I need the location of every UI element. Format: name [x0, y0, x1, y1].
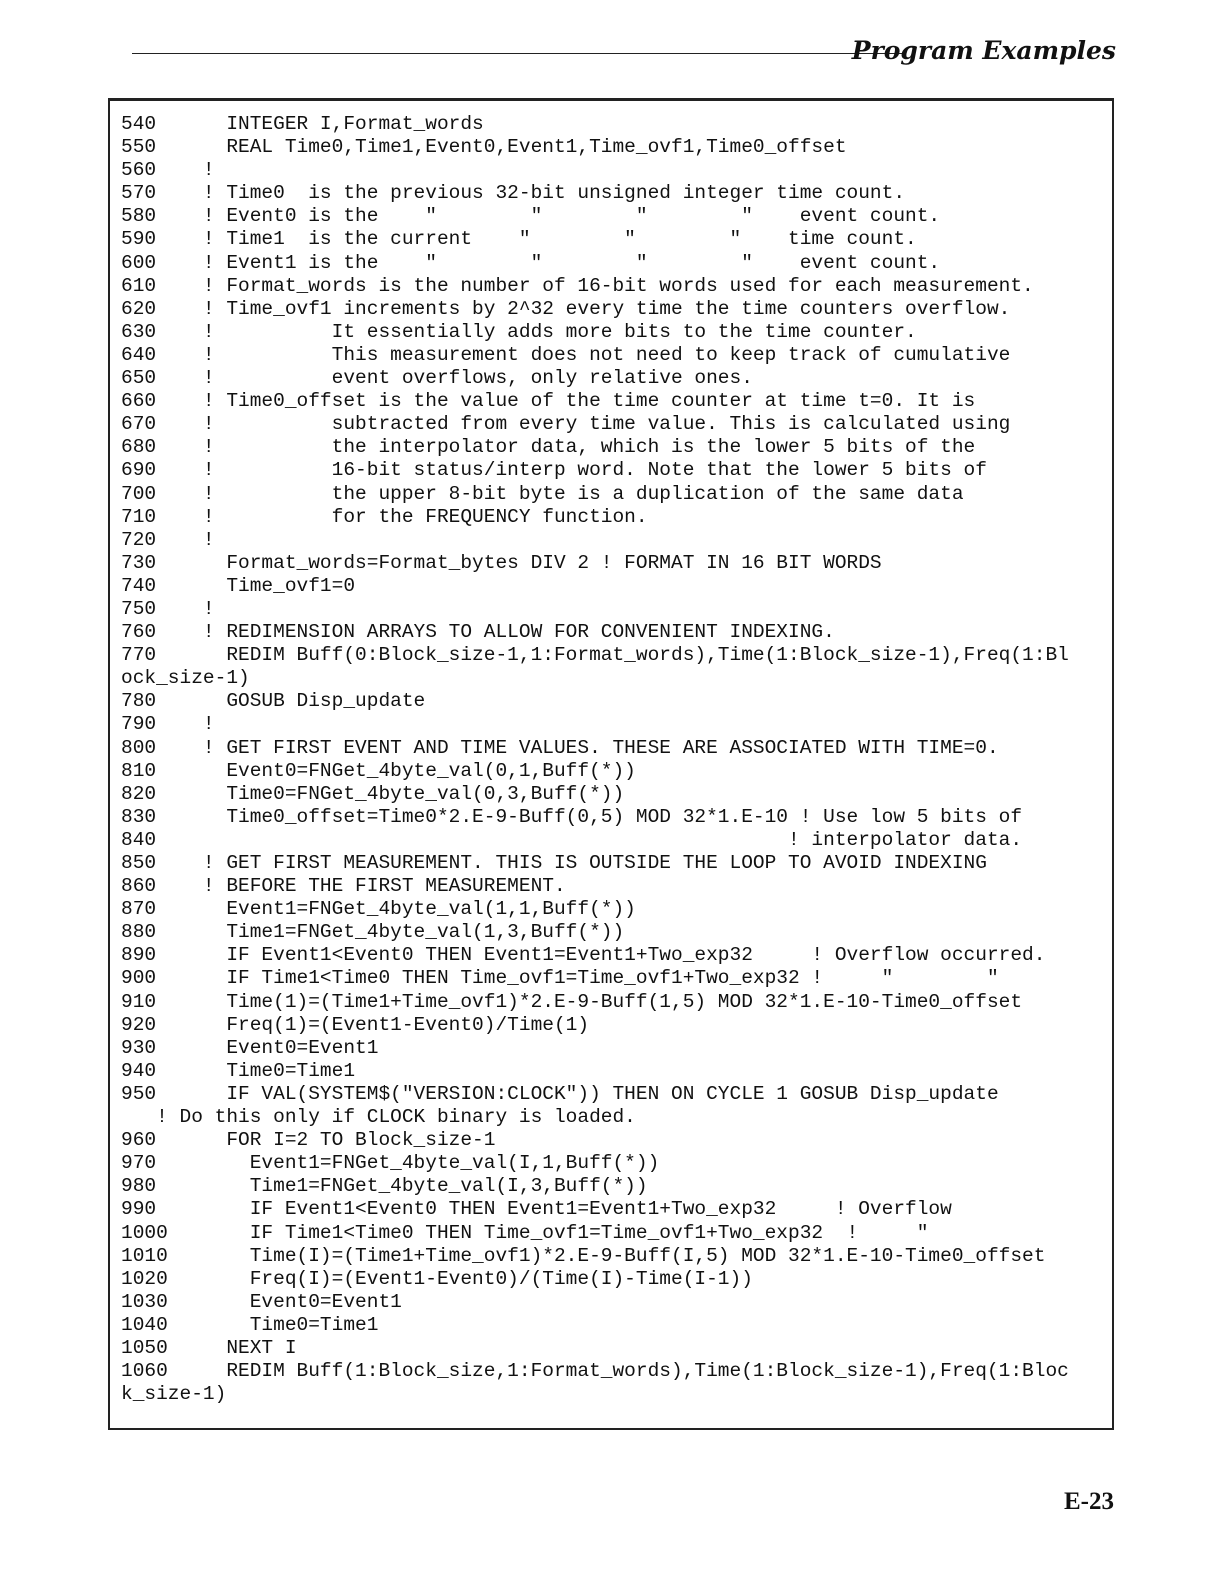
code-line-text: 990 IF Event1<Event0 THEN Event1=Event1+Two_exp32 ! Overflow [121, 1198, 952, 1221]
code-line [121, 344, 1112, 367]
code-line [121, 1129, 1112, 1152]
code-line-text: 930 Event0=Event1 [121, 1036, 379, 1059]
code-line-text: 890 IF Event1<Event0 THEN Event1=Event1+Two_exp32 ! Overflow occurred. [121, 944, 1046, 967]
code-line-text: 620 ! Time_ovf1 increments by 2^32 every time the time counters overflow. [121, 297, 1011, 320]
code-line [121, 1314, 1112, 1337]
code-line [121, 621, 1112, 644]
code-line-text: 980 Time1=FNGet_4byte_val(I,3,Buff(*)) [121, 1175, 648, 1198]
code-line-text: 1020 Freq(I)=(Event1-Event0)/(Time(I)-Time(I-1)) [121, 1267, 753, 1290]
code-line [121, 367, 1112, 390]
code-line-text: 1040 Time0=Time1 [121, 1313, 379, 1336]
code-line-text: 810 Event0=FNGet_4byte_val(0,1,Buff(*)) [121, 759, 636, 782]
code-line [121, 529, 1112, 552]
code-line-text: ! Do this only if CLOCK binary is loaded. [121, 1106, 636, 1129]
code-line [121, 1060, 1112, 1083]
code-line [121, 321, 1112, 344]
code-line [121, 829, 1112, 852]
code-listing [121, 113, 1112, 1406]
code-line [121, 875, 1112, 898]
code-line [121, 182, 1112, 205]
code-line-text: 640 ! This measurement does not need to keep track of cumulative [121, 343, 1011, 366]
code-line [121, 205, 1112, 228]
code-line [121, 136, 1112, 159]
running-header-title: Program Examples [851, 36, 1116, 65]
code-line-text: 720 ! [121, 528, 215, 551]
code-line-text: 1050 NEXT I [121, 1336, 297, 1359]
code-line [121, 483, 1112, 506]
code-line [121, 991, 1112, 1014]
code-line-text: 830 Time0_offset=Time0*2.E-9-Buff(0,5) MOD 32*1.E-10 ! Use low 5 bits of [121, 805, 1023, 828]
code-line-text: ock_size-1) [121, 667, 250, 690]
code-line [121, 760, 1112, 783]
code-line [121, 459, 1112, 482]
code-line [121, 783, 1112, 806]
code-line-text: 580 ! Event0 is the " " " " event count. [121, 205, 941, 228]
code-line-text: 540 INTEGER I,Format_words [121, 113, 484, 135]
code-line [121, 413, 1112, 436]
code-line [121, 667, 1112, 690]
code-line-text: 1010 Time(I)=(Time1+Time_ovf1)*2.E-9-Buff(I,5) MOD 32*1.E-10-Time0_offset [121, 1244, 1046, 1267]
code-line [121, 1291, 1112, 1314]
code-line-text: 590 ! Time1 is the current " " " time count. [121, 228, 917, 251]
code-line [121, 390, 1112, 413]
code-line-text: 1000 IF Time1<Time0 THEN Time_ovf1=Time_ovf1+Two_exp32 ! " [121, 1221, 929, 1244]
code-line-text: 610 ! Format_words is the number of 16-bit words used for each measurement. [121, 274, 1034, 297]
code-line [121, 967, 1112, 990]
code-line-text: 860 ! BEFORE THE FIRST MEASUREMENT. [121, 875, 566, 898]
code-line [121, 275, 1112, 298]
code-listing-box [108, 98, 1114, 1430]
code-line [121, 1083, 1112, 1106]
code-line [121, 298, 1112, 321]
code-line-text: 730 Format_words=Format_bytes DIV 2 ! FORMAT IN 16 BIT WORDS [121, 551, 882, 574]
code-line [121, 1222, 1112, 1245]
code-line-text: k_size-1) [121, 1383, 227, 1406]
code-line-text: 880 Time1=FNGet_4byte_val(1,3,Buff(*)) [121, 921, 625, 944]
code-line-text: 840 ! interpolator data. [121, 828, 1023, 851]
code-line [121, 1198, 1112, 1221]
code-line-text: 700 ! the upper 8-bit byte is a duplication of the same data [121, 482, 964, 505]
code-line-text: 570 ! Time0 is the previous 32-bit unsigned integer time count. [121, 182, 906, 205]
code-line-text: 1060 REDIM Buff(1:Block_size,1:Format_words),Time(1:Block_size-1),Freq(1:Bloc [121, 1360, 1069, 1383]
code-line-text: 600 ! Event1 is the " " " " event count. [121, 251, 941, 274]
code-line-text: 910 Time(1)=(Time1+Time_ovf1)*2.E-9-Buff(1,5) MOD 32*1.E-10-Time0_offset [121, 990, 1023, 1013]
page-number: E-23 [1064, 1488, 1114, 1515]
code-line [121, 1245, 1112, 1268]
code-line-text: 780 GOSUB Disp_update [121, 690, 426, 713]
code-line [121, 713, 1112, 736]
code-line [121, 644, 1112, 667]
code-line [121, 921, 1112, 944]
code-line [121, 252, 1112, 275]
code-line [121, 1383, 1112, 1406]
code-line [121, 506, 1112, 529]
code-line [121, 1337, 1112, 1360]
code-line-text: 800 ! GET FIRST EVENT AND TIME VALUES. THESE ARE ASSOCIATED WITH TIME=0. [121, 736, 999, 759]
code-line [121, 436, 1112, 459]
code-line-text: 630 ! It essentially adds more bits to the time counter. [121, 320, 917, 343]
code-line-text: 870 Event1=FNGet_4byte_val(1,1,Buff(*)) [121, 898, 636, 921]
code-line [121, 552, 1112, 575]
code-line-text: 790 ! [121, 713, 215, 736]
code-line [121, 737, 1112, 760]
code-line-text: 960 FOR I=2 TO Block_size-1 [121, 1129, 496, 1152]
code-line [121, 575, 1112, 598]
code-line-text: 850 ! GET FIRST MEASUREMENT. THIS IS OUTSIDE THE LOOP TO AVOID INDEXING [121, 852, 987, 874]
code-line [121, 1106, 1112, 1129]
code-line-text: 820 Time0=FNGet_4byte_val(0,3,Buff(*)) [121, 782, 625, 805]
code-line-text: 740 Time_ovf1=0 [121, 574, 356, 597]
code-line-text: 970 Event1=FNGet_4byte_val(I,1,Buff(*)) [121, 1152, 660, 1175]
code-line-text: 650 ! event overflows, only relative ones. [121, 367, 753, 390]
code-line-text: 750 ! [121, 597, 215, 620]
code-line-text: 770 REDIM Buff(0:Block_size-1,1:Format_words),Time(1:Block_size-1),Freq(1:Bl [121, 644, 1069, 667]
code-line [121, 1360, 1112, 1383]
code-line [121, 1014, 1112, 1037]
code-line-text: 690 ! 16-bit status/interp word. Note that the lower 5 bits of [121, 459, 987, 482]
code-line-text: 920 Freq(1)=(Event1-Event0)/Time(1) [121, 1013, 590, 1036]
code-line-text: 950 IF VAL(SYSTEM$("VERSION:CLOCK")) THEN ON CYCLE 1 GOSUB Disp_update [121, 1082, 999, 1105]
code-line [121, 898, 1112, 921]
code-line-text: 900 IF Time1<Time0 THEN Time_ovf1=Time_ovf1+Two_exp32 ! " " [121, 967, 999, 990]
code-line [121, 113, 1112, 136]
code-line-text: 1030 Event0=Event1 [121, 1290, 402, 1313]
code-line [121, 1152, 1112, 1175]
code-line [121, 1268, 1112, 1291]
code-line-text: 660 ! Time0_offset is the value of the time counter at time t=0. It is [121, 390, 976, 413]
code-line [121, 690, 1112, 713]
code-line-text: 560 ! [121, 159, 215, 182]
code-line-text: 550 REAL Time0,Time1,Event0,Event1,Time_ovf1,Time0_offset [121, 136, 847, 159]
code-line [121, 944, 1112, 967]
code-line-text: 710 ! for the FREQUENCY function. [121, 505, 648, 528]
code-line [121, 806, 1112, 829]
code-line-text: 760 ! REDIMENSION ARRAYS TO ALLOW FOR CONVENIENT INDEXING. [121, 621, 835, 644]
code-line [121, 159, 1112, 182]
code-line [121, 598, 1112, 621]
code-line-text: 680 ! the interpolator data, which is the lower 5 bits of the [121, 436, 976, 459]
code-line [121, 1037, 1112, 1060]
header-rule [132, 53, 902, 54]
code-line-text: 940 Time0=Time1 [121, 1059, 356, 1082]
code-line [121, 852, 1112, 875]
code-line [121, 1175, 1112, 1198]
code-line-text: 670 ! subtracted from every time value. This is calculated using [121, 413, 1011, 436]
code-line [121, 228, 1112, 251]
